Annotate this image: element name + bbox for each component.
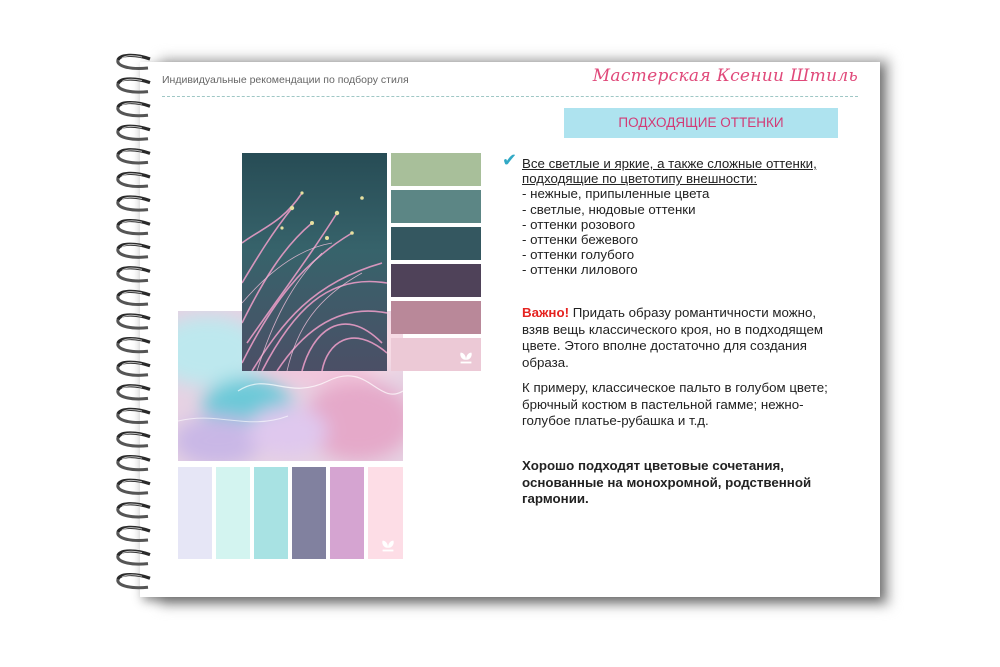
binding-ring	[118, 315, 150, 328]
brand-logo: Мастерская Ксении Штиль	[592, 66, 858, 86]
grass-photo	[242, 153, 387, 371]
binding-ring	[118, 291, 150, 304]
swatch-mint	[216, 467, 250, 559]
list-item: - оттенки лилового	[522, 262, 638, 278]
swatch-lavender-white	[178, 467, 212, 559]
section-title: ПОДХОДЯЩИЕ ОТТЕНКИ	[564, 108, 838, 138]
binding-ring	[118, 504, 150, 517]
leaf-logo-icon	[379, 537, 397, 555]
binding-ring	[118, 268, 150, 281]
swatch-slate-violet	[292, 467, 326, 559]
binding-ring	[118, 433, 150, 446]
binding-ring	[118, 527, 150, 540]
list-item: - оттенки розового	[522, 216, 636, 232]
binding-ring	[118, 386, 150, 399]
binding-ring	[118, 126, 150, 139]
binding-ring	[118, 339, 150, 352]
important-note	[522, 305, 842, 371]
header-subtitle: Индивидуальные рекомендации по подбору стиля	[162, 74, 409, 86]
binding-ring	[118, 221, 150, 234]
swatch-teal	[391, 190, 481, 223]
intro-text: Все светлые и яркие, а также сложные оттенки, подходящие по цветотипу внешности:	[522, 156, 817, 187]
binding-ring	[118, 55, 150, 68]
binding-ring	[118, 79, 150, 92]
shades-description	[522, 156, 852, 278]
swatch-orchid	[330, 467, 364, 559]
header-divider	[162, 96, 858, 97]
binding-ring	[118, 457, 150, 470]
important-label: Важно!	[522, 305, 570, 320]
swatch-dark-teal	[391, 227, 481, 260]
binding-ring	[118, 575, 150, 588]
binding-ring	[118, 362, 150, 375]
binding-ring	[118, 551, 150, 564]
important-text: Придать образу романтичности можно, взяв вещь классического кроя, но в подходящем цвете. Этого вполне достаточно для создания образа.	[522, 305, 824, 370]
shades-list	[522, 186, 852, 277]
binding-ring	[118, 197, 150, 210]
binding-ring	[118, 173, 150, 186]
list-item: - нежные, припыленные цвета	[522, 186, 710, 202]
leaf-logo-icon	[457, 349, 475, 367]
binding-ring	[118, 409, 150, 422]
binding-ring	[118, 150, 150, 163]
example-text: К примеру, классическое пальто в голубом цвете; брючный костюм в пастельной гамме; нежно-голубое платье-рубашка и т.д.	[522, 380, 828, 428]
notebook-page	[140, 62, 880, 597]
swatch-plum	[391, 264, 481, 297]
spiral-binding	[110, 48, 170, 608]
checkmark-icon: ✔	[502, 150, 518, 170]
list-item: - оттенки голубого	[522, 247, 635, 263]
swatch-dusty-rose	[391, 301, 481, 334]
swatch-sage	[391, 153, 481, 186]
binding-ring	[118, 480, 150, 493]
conclusion-text: Хорошо подходят цветовые сочетания, основанные на монохромной, родственной гармонии.	[522, 458, 812, 506]
swatch-blush	[368, 467, 403, 559]
binding-ring	[118, 244, 150, 257]
binding-ring	[118, 103, 150, 116]
swatch-pale-pink	[391, 338, 481, 371]
list-item: - оттенки бежевого	[522, 232, 639, 248]
swatch-aqua	[254, 467, 288, 559]
list-item: - светлые, нюдовые оттенки	[522, 201, 696, 217]
